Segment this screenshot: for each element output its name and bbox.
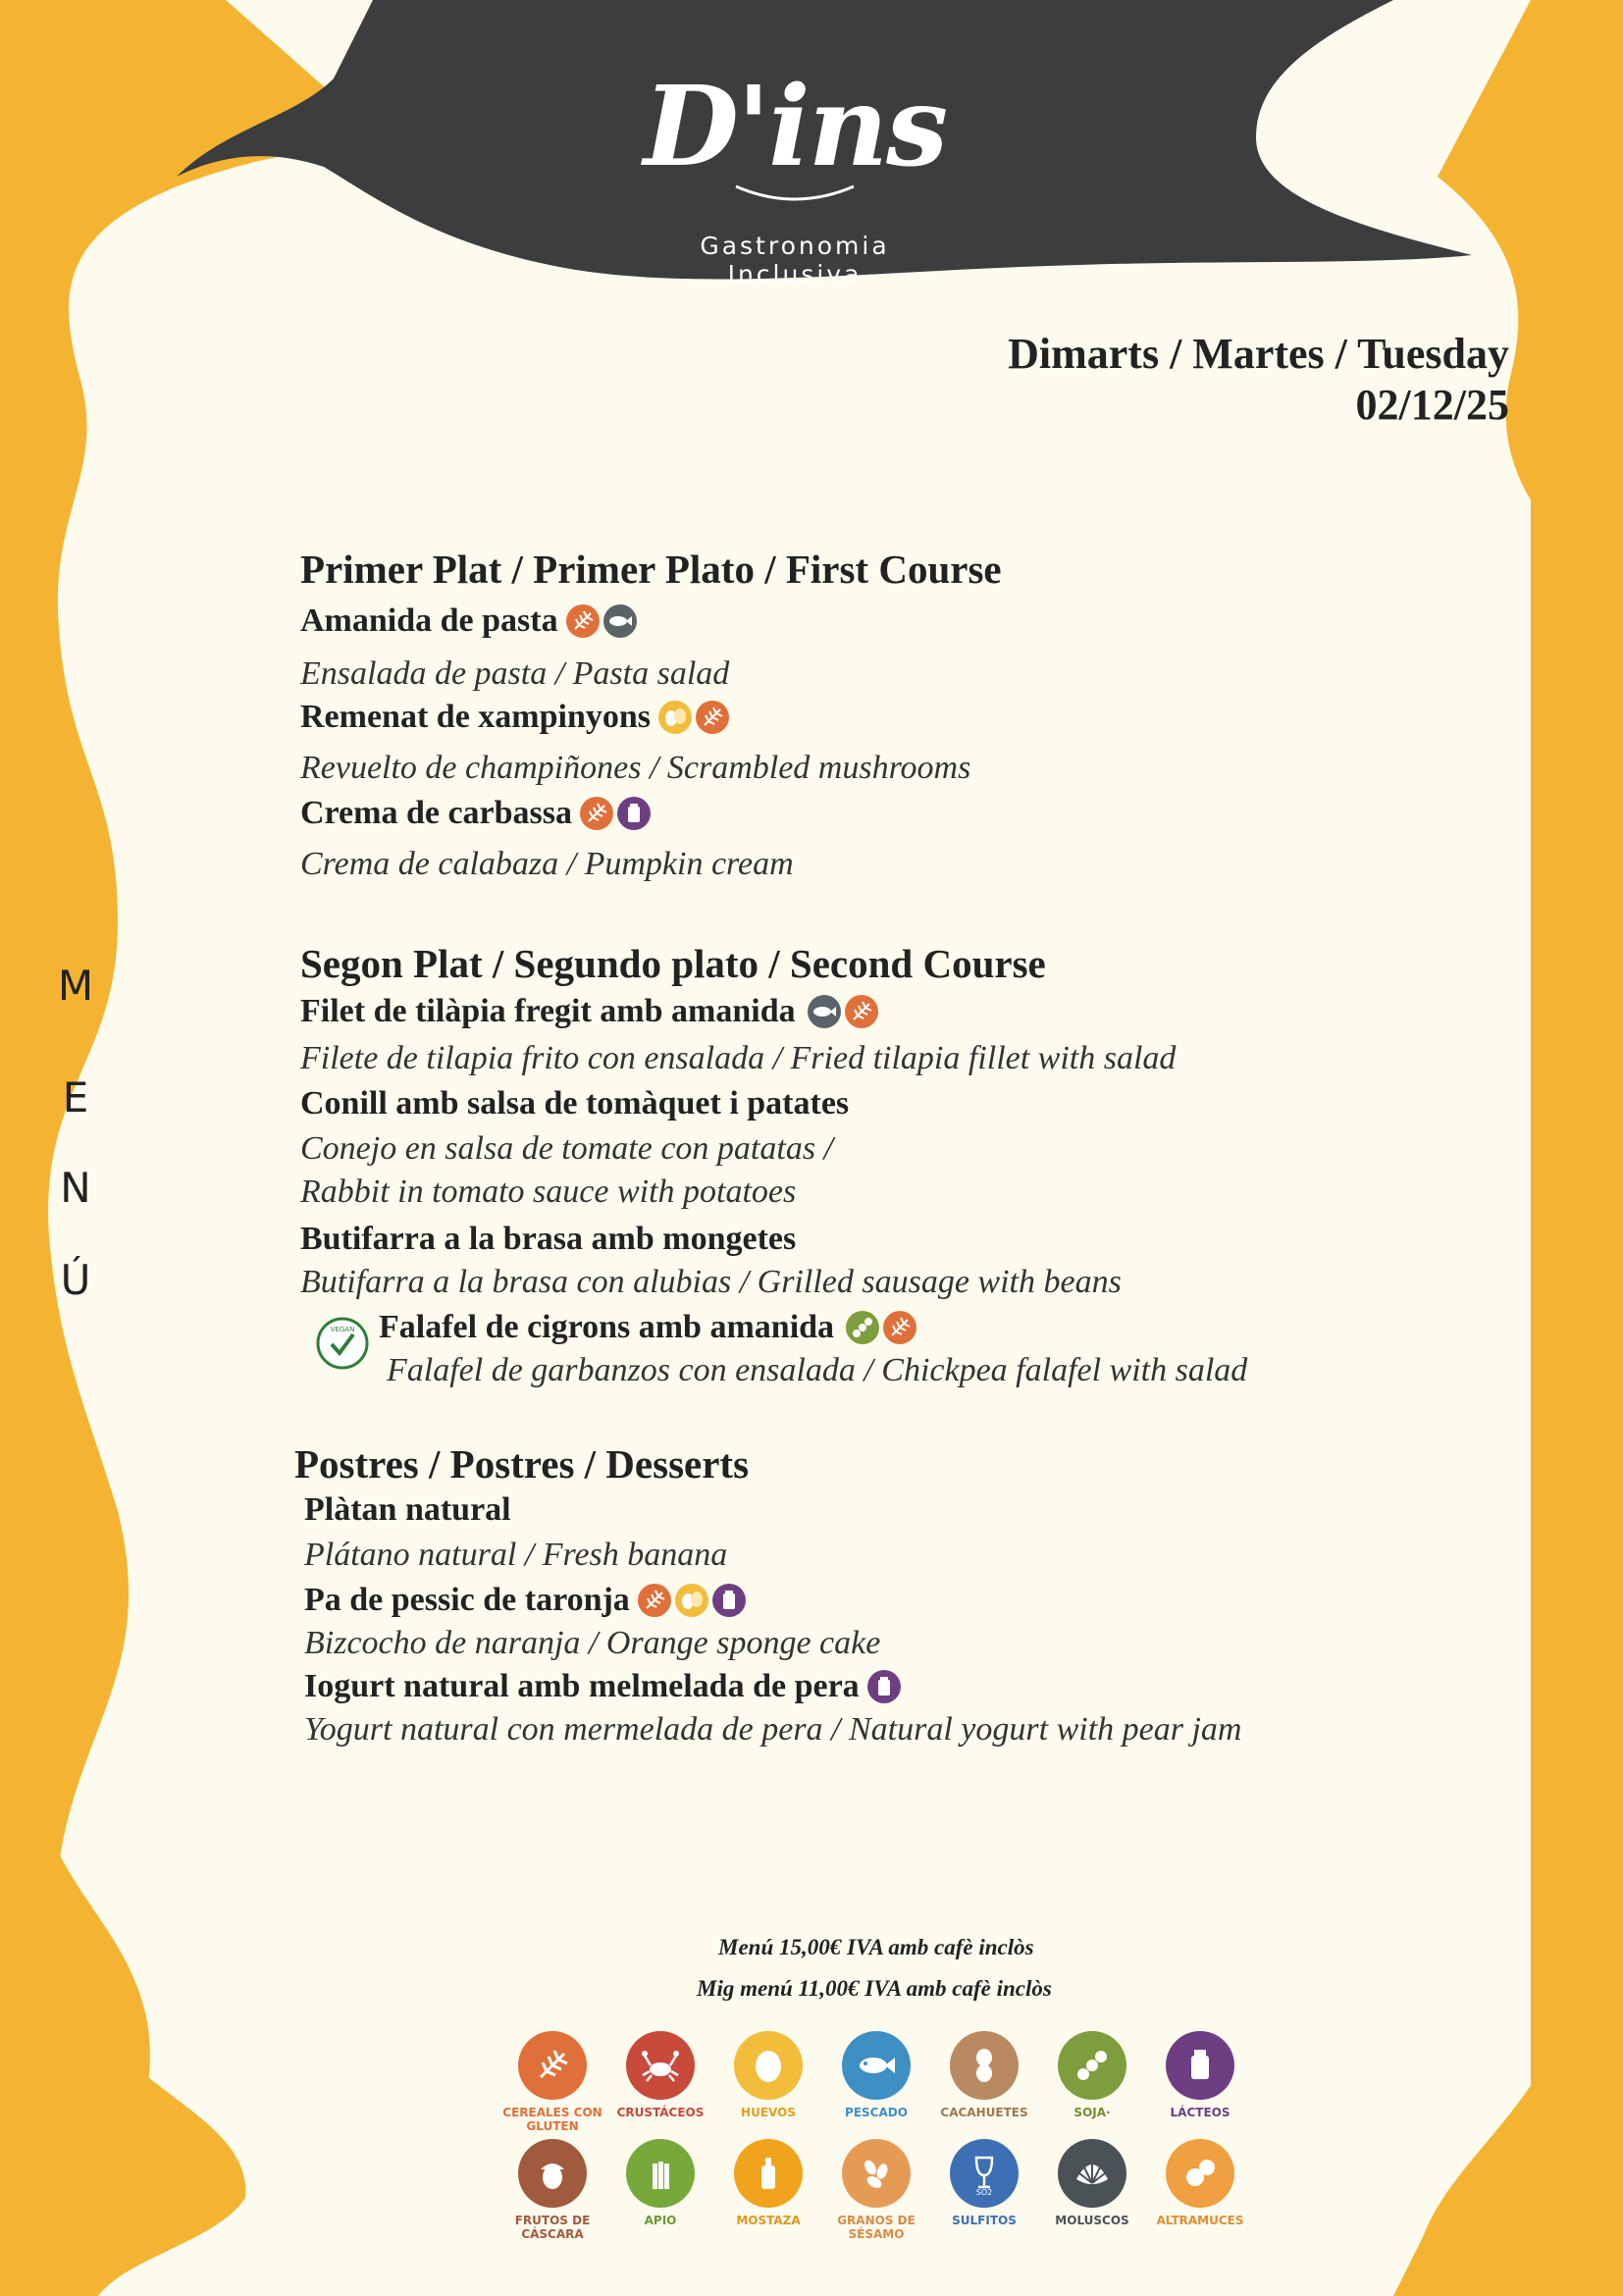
dairy-icon [712, 1584, 746, 1617]
legend-item: MOLUSCOS [1038, 2139, 1146, 2241]
dish-name: Amanida de pasta [300, 602, 637, 640]
legend-item: GRANOS DE SÉSAMO [822, 2139, 930, 2241]
wheat-icon [518, 2031, 587, 2100]
dish-description: Ensalada de pasta / Pasta salad [300, 655, 730, 692]
svg-text:SO2: SO2 [975, 2188, 993, 2197]
side-letter-n: N [60, 1164, 91, 1212]
dish-name: Iogurt natural amb melmelada de pera [304, 1668, 901, 1705]
second-course-title: Segon Plat / Segundo plato / Second Course [300, 941, 1046, 986]
crab-icon [626, 2031, 695, 2100]
dish-name: Pa de pessic de taronja [304, 1582, 746, 1619]
cereals-icon [566, 604, 600, 638]
legend-item: APIO [606, 2139, 714, 2241]
lupin-icon [1166, 2139, 1234, 2208]
dish-name: Plàtan natural [304, 1491, 511, 1528]
side-letter-u: Ú [60, 1256, 91, 1304]
wine-icon [950, 2139, 1019, 2208]
fish-icon [842, 2031, 911, 2100]
legend-item: ALTRAMUCES [1146, 2139, 1254, 2241]
half-menu-price: Mig menú 11,00€ IVA amb cafè inclòs [697, 1976, 1052, 2001]
side-letter-m: M [57, 962, 94, 1010]
dish-description: Falafel de garbanzos con ensalada / Chickpea falafel with salad [387, 1352, 1248, 1388]
peanut-icon [950, 2031, 1019, 2100]
fish-icon [808, 995, 841, 1028]
nut-icon [518, 2139, 587, 2208]
mustard-icon [734, 2139, 803, 2208]
side-letter-e: E [62, 1073, 89, 1122]
legend-item: FRUTOS DE CÁSCARA [498, 2139, 606, 2241]
celery-icon [626, 2139, 695, 2208]
egg-icon [734, 2031, 803, 2100]
day-label: Dimarts / Martes / Tuesday [1008, 330, 1509, 378]
dish-name: Conill amb salsa de tomàquet i patates [300, 1085, 850, 1122]
logo-tagline: Gastronomia Inclusiva [700, 232, 890, 288]
svg-text:VEGAN: VEGAN [330, 1326, 355, 1333]
dish-description: Conejo en salsa de tomate con patatas / [300, 1130, 834, 1167]
dish-description: Revuelto de champiñones / Scrambled mushrooms [300, 750, 971, 786]
dish-description: Crema de calabaza / Pumpkin cream [300, 846, 794, 882]
dish-description: Bizcocho de naranja / Orange sponge cake [304, 1625, 881, 1661]
shell-icon [1058, 2139, 1126, 2208]
soy-icon [1058, 2031, 1126, 2100]
vegan-badge [316, 1317, 369, 1370]
legend-item: PESCADO [822, 2031, 930, 2133]
dish-description: Rabbit in tomato sauce with potatoes [300, 1174, 797, 1210]
cereals-icon [845, 995, 878, 1028]
date-label: 02/12/25 [1355, 381, 1509, 429]
dish-name: Falafel de cigrons amb amanida [379, 1309, 916, 1346]
eggs-icon [658, 701, 692, 734]
legend-item: MOSTAZA [714, 2139, 822, 2241]
soy-icon [846, 1311, 879, 1344]
legend-item: CRUSTÁCEOS [606, 2031, 714, 2133]
legend-item: SO2 SULFITOS [930, 2139, 1038, 2241]
legend-item: CACAHUETES [930, 2031, 1038, 2133]
dish-name: Butifarra a la brasa amb mongetes [300, 1221, 797, 1257]
legend-item: SOJA· [1038, 2031, 1146, 2133]
logo-wordmark: D'ins [643, 63, 947, 191]
allergen-legend-row-2 [498, 2139, 1254, 2241]
eggs-icon [675, 1584, 708, 1617]
logo [628, 63, 962, 288]
dish-description: Butifarra a la brasa con alubias / Grilled sausage with beans [300, 1264, 1122, 1300]
milk-icon [1166, 2031, 1234, 2100]
fish-icon [603, 604, 637, 638]
dish-name: Remenat de xampinyons [300, 699, 729, 736]
cereals-icon [883, 1311, 916, 1344]
dish-name: Filet de tilàpia fregit amb amanida [300, 993, 878, 1030]
dairy-icon [867, 1670, 901, 1703]
dish-name: Crema de carbassa [300, 795, 651, 832]
dish-description: Plátano natural / Fresh banana [304, 1537, 728, 1573]
date-block [1008, 329, 1509, 431]
dairy-icon [617, 797, 651, 830]
allergen-legend-row-1 [498, 2031, 1254, 2133]
dish-description: Filete de tilapia frito con ensalada / Fried tilapia fillet with salad [300, 1040, 1177, 1076]
dish-description: Yogurt natural con mermelada de pera / Natural yogurt with pear jam [304, 1711, 1242, 1748]
sesame-icon [842, 2139, 911, 2208]
first-course-title: Primer Plat / Primer Plato / First Course [300, 547, 1002, 592]
legend-item: LÁCTEOS [1146, 2031, 1254, 2133]
cereals-icon [580, 797, 613, 830]
cereals-icon [696, 701, 729, 734]
cereals-icon [638, 1584, 671, 1617]
legend-item: HUEVOS [714, 2031, 822, 2133]
menu-price: Menú 15,00€ IVA amb cafè inclòs [718, 1935, 1034, 1959]
legend-item: CEREALES CON GLUTEN [498, 2031, 606, 2133]
desserts-title: Postres / Postres / Desserts [294, 1441, 750, 1487]
